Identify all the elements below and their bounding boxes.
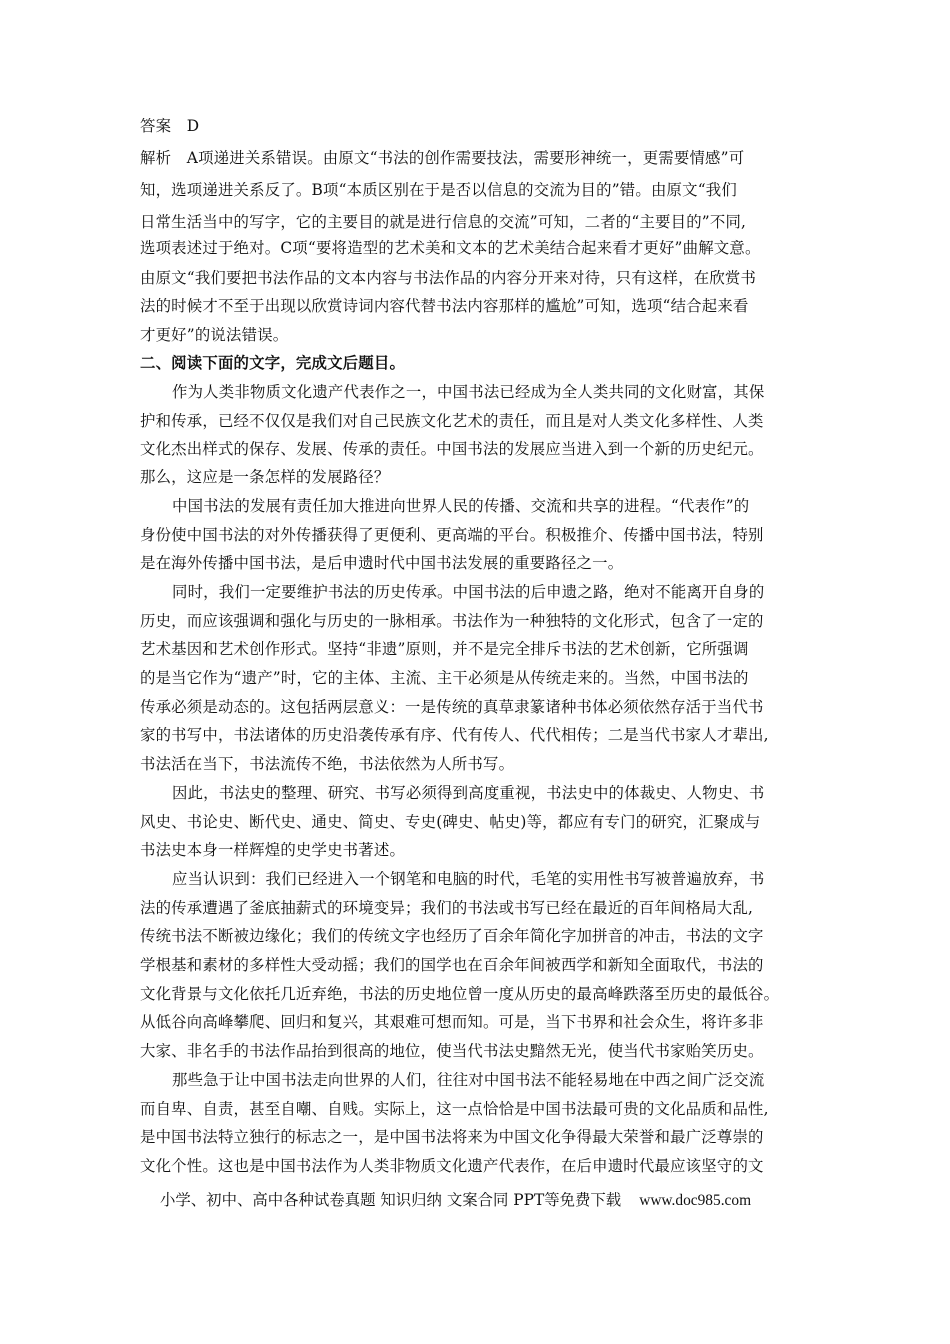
analysis-line: 由原文“我们要把书法作品的文本内容与书法作品的内容分开来对待，只有这样，在欣赏书 bbox=[140, 269, 757, 287]
passage-line: 那么，这应是一条怎样的发展路径？ bbox=[140, 468, 390, 486]
analysis-line: 解析 A项递进关系错误。由原文“书法的创作需要技法，需要形神统一，更需要情感”可 bbox=[140, 149, 745, 167]
footer-text: 小学、初中、高中各种试卷真题 知识归纳 文案合同 PPT等免费下载 bbox=[160, 1191, 622, 1209]
passage-line: 应当认识到：我们已经进入一个钢笔和电脑的时代，毛笔的实用性书写被普遍放弃，书 bbox=[172, 870, 765, 888]
footer-url-link[interactable]: www.doc985.com bbox=[639, 1192, 752, 1209]
passage-line: 传承必须是动态的。这包括两层意义：一是传统的真草隶篆诸种书体必须依然存活于当代书 bbox=[140, 698, 764, 716]
passage-line: 文化个性。这也是中国书法作为人类非物质文化遗产代表作，在后申遗时代最应该坚守的文 bbox=[140, 1157, 764, 1175]
passage-line: 是在海外传播中国书法，是后申遗时代中国书法发展的重要路径之一。 bbox=[140, 554, 624, 572]
passage-line: 从低谷向高峰攀爬、回归和复兴，其艰难可想而知。可是，当下书界和社会众生，将许多非 bbox=[140, 1013, 764, 1031]
passage-line: 历史，而应该强调和强化与历史的一脉相承。书法作为一种独特的文化形式，包含了一定的 bbox=[140, 612, 764, 630]
passage-line: 学根基和素材的多样性大受动摇；我们的国学也在百余年间被西学和新知全面取代，书法的 bbox=[140, 956, 764, 974]
analysis-line: 选项表述过于绝对。C项“要将造型的艺术美和文本的艺术美结合起来看才更好”曲解文意。 bbox=[140, 239, 761, 257]
passage-line: 传统书法不断被边缘化；我们的传统文字也经历了百余年简化字加拼音的冲击，书法的文字 bbox=[140, 927, 764, 945]
answer-line: 答案 D bbox=[140, 117, 200, 135]
passage-line: 作为人类非物质文化遗产代表作之一，中国书法已经成为全人类共同的文化财富，其保 bbox=[172, 383, 765, 401]
passage-line: 大家、非名手的书法作品抬到很高的地位，使当代书法史黯然无光，使当代书家贻笑历史。 bbox=[140, 1042, 764, 1060]
passage-line: 中国书法的发展有责任加大推进向世界人民的传播、交流和共享的进程。“代表作”的 bbox=[172, 497, 750, 515]
passage-line: 身份使中国书法的对外传播获得了更便利、更高端的平台。积极推介、传播中国书法，特别 bbox=[140, 526, 764, 544]
passage-line: 而自卑、自责，甚至自嘲、自贱。实际上，这一点恰恰是中国书法最可贵的文化品质和品性, bbox=[140, 1100, 769, 1118]
passage-line: 的是当它作为“遗产”时，它的主体、主流、主干必须是从传统走来的。当然，中国书法的 bbox=[140, 669, 749, 687]
passage-line: 那些急于让中国书法走向世界的人们，往往对中国书法不能轻易地在中西之间广泛交流 bbox=[172, 1071, 765, 1089]
passage-line: 书法活在当下，书法流传不绝，书法依然为人所书写。 bbox=[140, 755, 515, 773]
passage-line: 文化背景与文化依托几近弃绝，书法的历史地位曾一度从历史的最高峰跌落至历史的最低谷。 bbox=[140, 985, 780, 1003]
passage-line: 护和传承，已经不仅仅是我们对自己民族文化艺术的责任，而且是对人类文化多样性、人类 bbox=[140, 412, 764, 430]
analysis-line: 知，选项递进关系反了。B项“本质区别在于是否以信息的交流为目的”错。由原文“我们 bbox=[140, 181, 737, 199]
passage-line: 同时，我们一定要维护书法的历史传承。中国书法的后申遗之路，绝对不能离开自身的 bbox=[172, 583, 765, 601]
analysis-line: 日常生活当中的写字，它的主要目的就是进行信息的交流”可知，二者的“主要目的”不同, bbox=[140, 213, 747, 231]
passage-line: 书法史本身一样辉煌的史学史书著述。 bbox=[140, 841, 406, 859]
passage-line: 是中国书法特立独行的标志之一，是中国书法将来为中国文化争得最大荣誉和最广泛尊崇的 bbox=[140, 1128, 764, 1146]
section-heading: 二、阅读下面的文字，完成文后题目。 bbox=[140, 354, 406, 372]
passage-line: 艺术基因和艺术创作形式。坚持“非遗”原则，并不是完全排斥书法的艺术创新，它所强调 bbox=[140, 640, 749, 658]
passage-line: 文化杰出样式的保存、发展、传承的责任。中国书法的发展应当进入到一个新的历史纪元。 bbox=[140, 440, 764, 458]
page-footer bbox=[160, 1190, 751, 1211]
analysis-line: 才更好”的说法错误。 bbox=[140, 326, 289, 344]
passage-line: 家的书写中，书法诸体的历史沿袭传承有序、代有传人、代代相传；二是当代书家人才辈出, bbox=[140, 726, 769, 744]
analysis-line: 法的时候才不至于出现以欣赏诗词内容代替书法内容那样的尴尬”可知，选项“结合起来看 bbox=[140, 297, 749, 315]
passage-line: 因此，书法史的整理、研究、书写必须得到高度重视，书法史中的体裁史、人物史、书 bbox=[172, 784, 765, 802]
passage-line: 法的传承遭遇了釜底抽薪式的环境变异；我们的书法或书写已经在最近的百年间格局大乱, bbox=[140, 899, 754, 917]
passage-line: 风史、书论史、断代史、通史、简史、专史(碑史、帖史)等，都应有专门的研究，汇聚成与 bbox=[140, 813, 761, 831]
